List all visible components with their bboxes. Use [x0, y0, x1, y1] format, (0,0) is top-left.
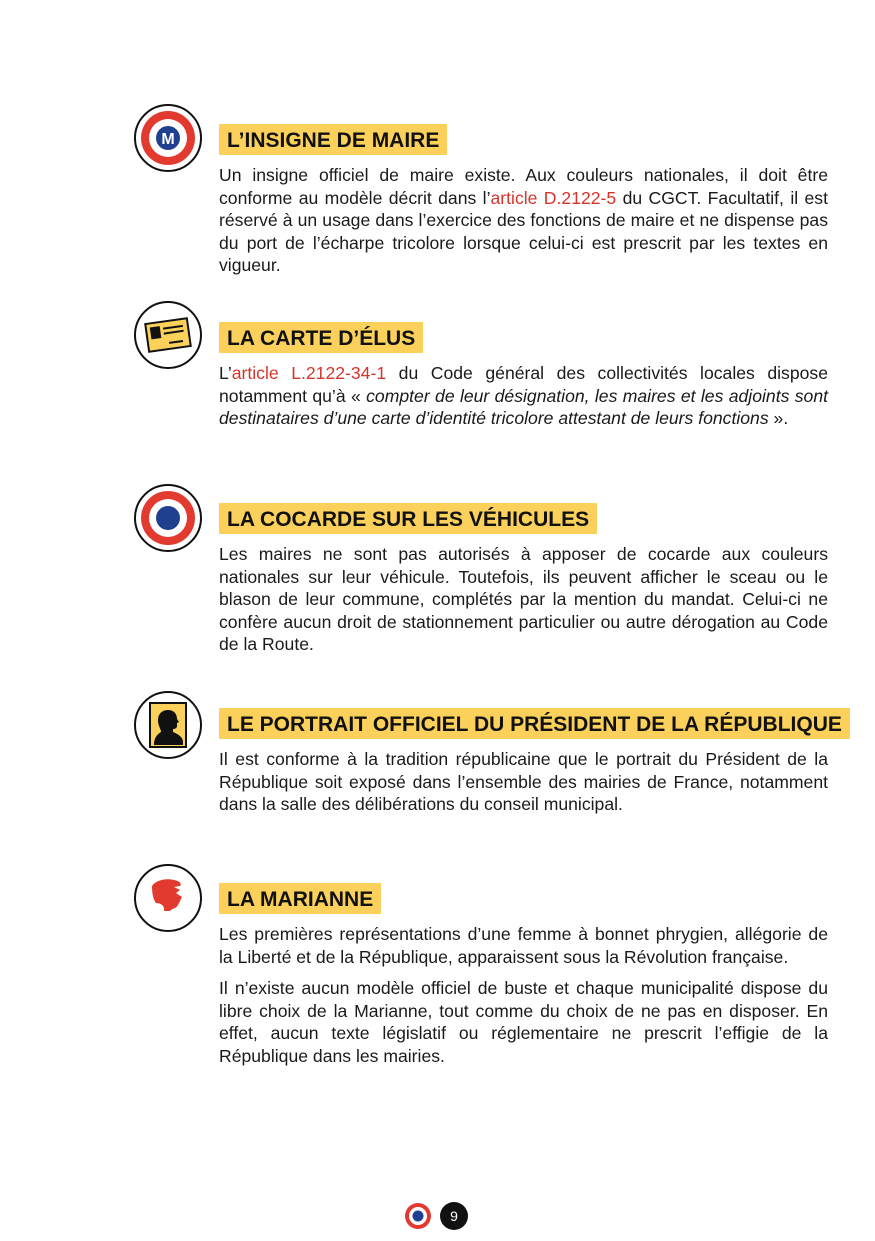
section-body: Un insigne officiel de maire existe. Aux couleurs nationales, il doit être conforme au modèle décrit dans l’article D.2122-5 du CGCT. Facultatif, il est réservé à un usage dans l’exercice des fonctions de maire et ne dispense pas du port de l’écharpe tricolore lorsque celui-ci est prescrit par les textes en vigueur.	[219, 165, 828, 275]
section-body: L’article L.2122-34-1 du Code général des collectivités locales dispose notamment qu’à « compter de leur désignation, les maires et les adjoints sont destinataires d’une carte d’identité tricolore attestant de leurs fonctions ».	[219, 363, 828, 428]
page-footer	[404, 1202, 468, 1230]
section-title: LA CARTE D’ÉLUS	[219, 322, 423, 353]
marianne-bust-icon	[134, 864, 202, 932]
section-title: LE PORTRAIT OFFICIEL DU PRÉSIDENT DE LA RÉPUBLIQUE	[219, 708, 850, 739]
portrait-icon	[134, 691, 202, 759]
section-body: Les maires ne sont pas autorisés à apposer de cocarde aux couleurs nationales sur leur véhicule. Toutefois, ils peuvent afficher le sceau ou le blason de leur commune, complétés par la mention du mandat. Celui-ci ne confère aucun droit de stationnement particulier ou autre dérogation au Code de la Route.	[219, 544, 828, 654]
svg-text:M: M	[161, 131, 175, 148]
page-number: 9	[440, 1202, 468, 1230]
section-body: Les premières représentations d’une femme à bonnet phrygien, allégorie de la Liberté et de la République, apparaissent sous la Révolution française. Il n’existe aucun modèle officiel de buste et chaque municipalité dispose du libre choix de la Marianne, tout comme du choix de ne pas en disposer. En effet, aucun texte législatif ou réglementaire ne prescrit l’effigie de la République dans les mairies.	[219, 924, 828, 1066]
section-title: LA MARIANNE	[219, 883, 381, 914]
mayor-badge-icon	[134, 104, 202, 172]
section-title: LA COCARDE SUR LES VÉHICULES	[219, 503, 597, 534]
cockade-icon	[404, 1202, 432, 1230]
section-body: Il est conforme à la tradition républicaine que le portrait du Président de la République soit exposé dans l’ensemble des mairies de France, notamment dans la salle des délibérations du conseil municipal.	[219, 749, 828, 814]
id-card-icon	[134, 301, 202, 369]
article-link[interactable]: article D.2122-5	[490, 187, 617, 208]
cockade-icon	[134, 484, 202, 552]
section-title: L’INSIGNE DE MAIRE	[219, 124, 447, 155]
article-link[interactable]: article L.2122-34-1	[231, 363, 387, 383]
